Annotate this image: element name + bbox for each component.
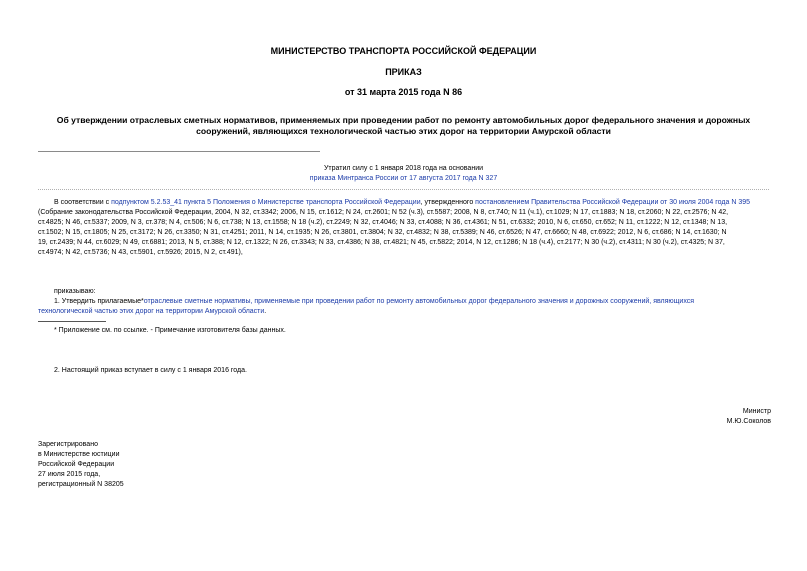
doc-title-line1: Об утверждении отраслевых сметных нормативов, применяемых при проведении работ по ремонту автомобильных дорог федерального значения и дорожных	[56, 115, 751, 125]
registration-line: Российской Федерации	[38, 461, 115, 468]
order-verb: приказываю:	[54, 288, 96, 295]
normatives-link-cont[interactable]: технологической частью этих дорог на территории Амурской области	[38, 308, 265, 315]
status-text: Утратил силу с 1 января 2018 года на основании	[323, 165, 484, 172]
footnote: * Приложение см. по ссылке. - Примечание изготовителя базы данных.	[54, 327, 286, 334]
preamble-line2: (Собрание законодательства Российской Федерации, 2004, N 32, ст.3342; 2006, N 15, ст.1612; N 24, ст.2601; N 52 (ч.3), ст.5587; 2008, N 8, ст.740; N 11 (ч.1), ст.1029; N 17, ст.1883; N 18, ст.2060; N 22, ст.2576; N 42,	[38, 209, 729, 216]
doc-date-number: от 31 марта 2015 года N 86	[344, 87, 463, 97]
preamble	[38, 198, 773, 258]
registration-line: в Министерстве юстиции	[38, 451, 120, 458]
ministry-heading: МИНИСТЕРСТВО ТРАНСПОРТА РОССИЙСКОЙ ФЕДЕРАЦИИ	[270, 46, 537, 56]
registration-line: Зарегистрировано	[38, 441, 98, 448]
signature-position: Министр	[742, 408, 771, 415]
regulation-link[interactable]: подпунктом 5.2.53_41 пункта 5 Положения о Министерстве транспорта Российской Федерации	[111, 199, 421, 206]
order-item-1-suffix: .	[264, 308, 267, 315]
signature-block	[727, 407, 771, 427]
preamble-line6: ст.4974; N 42, ст.5736; N 43, ст.5901, ст.5926; 2015, N 2, ст.491),	[38, 249, 243, 256]
footnote-divider	[38, 321, 106, 322]
order-item-1	[38, 297, 773, 317]
preamble-line4: ст.1502; N 15, ст.1805; N 25, ст.3172; N 26, ст.3350; N 31, ст.4251; 2011, N 14, ст.1935; N 26, ст.3801, ст.3804; N 32, ст.4832; N 38, ст.5389; N 46, ст.6526; N 47, ст.6660; N 48, ст.6922; 2012, N 6, ст.686; N 14, ст.1630; N	[38, 229, 727, 236]
order-item-2: 2. Настоящий приказ вступает в силу с 1 января 2016 года.	[54, 367, 247, 374]
signature-name: М.Ю.Соколов	[726, 418, 771, 425]
normatives-link[interactable]: отраслевые сметные нормативы, применяемые при проведении работ по ремонту автомобильных дорог федерального значения и дорожных сооружений, являющихся	[143, 298, 695, 305]
government-decree-link[interactable]: постановлением Правительства Российской Федерации от 30 июля 2004 года N 395	[475, 199, 751, 206]
preamble-line3: ст.4825; N 46, ст.5337; 2009, N 3, ст.378; N 4, ст.506; N 6, ст.738; N 13, ст.1558; N 18 (ч.2), ст.2249; N 32, ст.4046; N 33, ст.4088; N 36, ст.4361; N 51, ст.6332; 2010, N 6, ст.650, ст.652; N 11, ст.1222; N 12, ст.1348; N 13,	[38, 219, 728, 226]
status-repeal-link[interactable]: приказа Минтранса России от 17 августа 2017 года N 327	[309, 175, 498, 182]
order-item-1-line1	[38, 297, 773, 307]
doc-type-heading: ПРИКАЗ	[385, 67, 422, 77]
registration-block	[38, 440, 124, 490]
registration-line: 27 июля 2015 года,	[38, 471, 101, 478]
registration-line: регистрационный N 38205	[38, 481, 124, 488]
status-divider	[38, 189, 769, 190]
preamble-intro: В соответствии с	[54, 199, 112, 206]
order-item-1-line2	[38, 307, 773, 317]
preamble-line1	[38, 198, 773, 208]
preamble-line5: 19, ст.2439; N 44, ст.6029; N 49, ст.6881; 2013, N 5, ст.388; N 12, ст.1322; N 26, ст.3343; N 33, ст.4386; N 38, ст.4821; N 45, ст.5822; 2014, N 12, ст.1286; N 18 (ч.4), ст.2177; N 30 (ч.2), ст.4311; N 30 (ч.2), ст.4325; N 37,	[38, 239, 725, 246]
order-item-1-prefix: 1. Утвердить прилагаемые*	[54, 298, 144, 305]
doc-title	[0, 115, 807, 136]
title-divider	[38, 151, 320, 152]
preamble-mid: , утвержденного	[420, 199, 476, 206]
doc-title-line2: сооружений, являющихся технологической частью этих дорог на территории Амурской области	[196, 126, 611, 136]
status-block	[0, 164, 807, 184]
